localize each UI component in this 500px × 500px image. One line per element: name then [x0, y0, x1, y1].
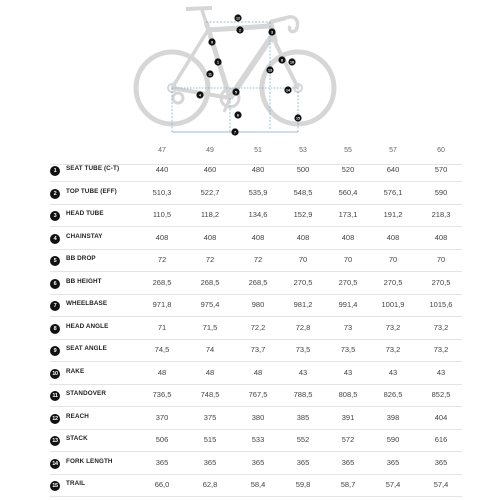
row-label: CHAINSTAY [66, 232, 103, 240]
table-cell: 365 [203, 457, 217, 467]
table-row [50, 453, 462, 475]
table-cell: 70 [436, 255, 446, 264]
table-cell: 191,2 [383, 210, 403, 219]
marker-number: 13 [268, 68, 272, 73]
table-cell: 73,2 [433, 345, 449, 354]
table-cell: 408 [296, 232, 310, 242]
diagram-marker [234, 111, 241, 118]
table-cell: 59,8 [295, 480, 311, 489]
table-cell: 975,4 [200, 300, 220, 309]
marker-number: 9 [211, 40, 213, 45]
row-number-badge: 4 [50, 234, 60, 244]
table-row [50, 228, 462, 250]
seatpost [202, 10, 206, 22]
size-header-cell: 60 [437, 147, 445, 154]
size-header-cell: 55 [344, 147, 352, 154]
table-cell: 218,3 [431, 210, 451, 219]
bike-illustration [136, 8, 334, 124]
table-cell: 152,9 [293, 210, 313, 219]
row-label: REACH [66, 412, 89, 420]
marker-number: 7 [234, 130, 236, 135]
diagram-marker [268, 28, 275, 35]
table-cell: 616 [434, 435, 448, 444]
row-number-badge: 8 [50, 324, 60, 334]
table-row [50, 183, 462, 205]
table-cell: 73,5 [340, 345, 356, 354]
table-cell: 971,8 [152, 300, 172, 309]
marker-number: 1 [217, 60, 219, 65]
table-cell: 57,4 [385, 480, 401, 489]
table-cell: 852,5 [431, 390, 451, 399]
table-cell: 72 [157, 255, 167, 264]
diagram-marker [284, 86, 291, 93]
table-row [50, 408, 462, 430]
diagram-marker [231, 128, 238, 135]
table-cell: 72,8 [295, 322, 311, 332]
table-cell: 73,2 [433, 322, 449, 332]
table-cell: 270,5 [293, 277, 313, 287]
stem [270, 18, 286, 22]
table-cell: 72 [205, 255, 215, 264]
size-header-cell: 51 [254, 147, 262, 154]
table-row [50, 475, 462, 497]
row-number-badge: 11 [50, 391, 60, 401]
size-header-cell: 49 [206, 147, 214, 154]
table-cell: 74,5 [154, 345, 170, 354]
table-cell: 826,5 [383, 390, 403, 399]
row-label: BB DROP [66, 255, 96, 262]
table-cell: 43 [343, 367, 353, 377]
marker-number: 15 [296, 116, 300, 121]
table-cell: 70 [388, 255, 398, 264]
marker-number: 2 [239, 28, 241, 33]
diagram-marker [266, 66, 273, 73]
table-cell: 73,5 [295, 345, 311, 354]
table-cell: 365 [296, 457, 310, 467]
table-cell: 71,5 [202, 322, 218, 332]
table-cell: 506 [155, 435, 169, 444]
table-cell: 640 [386, 165, 400, 174]
table-cell: 590 [386, 435, 400, 444]
row-label: TOP TUBE (EFF) [66, 187, 117, 195]
table-cell: 408 [434, 232, 448, 242]
table-row [50, 295, 462, 317]
table-cell: 73,7 [250, 345, 266, 354]
table-cell: 510,3 [152, 187, 172, 197]
size-header-cell: 57 [389, 147, 397, 154]
marker-number: 11 [208, 72, 212, 77]
marker-number: 14 [286, 88, 290, 93]
diagram-marker [234, 14, 241, 21]
table-cell: 268,5 [248, 277, 268, 287]
row-number-badge: 12 [50, 414, 60, 424]
row-number-badge: 15 [50, 481, 60, 491]
table-cell: 70 [298, 255, 308, 264]
row-number-badge: 10 [50, 369, 60, 379]
table-cell: 62,8 [202, 480, 218, 489]
size-header-cell: 53 [299, 147, 307, 154]
table-cell: 118,2 [200, 210, 220, 219]
table-cell: 58,4 [250, 480, 266, 489]
row-label: FORK LENGTH [66, 457, 113, 465]
table-cell: 173,1 [338, 210, 358, 219]
table-row [50, 273, 462, 295]
row-number-badge: 7 [50, 301, 60, 311]
row-number-badge: 3 [50, 211, 60, 221]
row-label: HEAD ANGLE [66, 322, 109, 330]
table-cell: 788,5 [293, 390, 313, 399]
table-cell: 43 [436, 367, 446, 377]
table-cell: 391 [341, 412, 355, 422]
table-row [50, 160, 462, 182]
diagram-marker [206, 70, 213, 77]
table-cell: 48 [157, 367, 167, 377]
table-cell: 43 [388, 367, 398, 377]
table-cell: 365 [155, 457, 169, 467]
table-cell: 268,5 [152, 277, 172, 287]
table-cell: 73 [343, 322, 353, 332]
table-cell: 375 [203, 412, 217, 422]
table-row [50, 318, 462, 340]
row-label: SEAT ANGLE [66, 345, 107, 352]
table-cell: 48 [205, 367, 215, 377]
seatstay [172, 30, 208, 88]
table-row [50, 340, 462, 362]
table-cell: 572 [341, 435, 355, 444]
diagram-marker [208, 38, 215, 45]
table-cell: 72,2 [250, 322, 266, 332]
table-cell: 500 [296, 165, 310, 174]
table-cell: 72 [253, 255, 263, 264]
table-cell: 380 [251, 412, 265, 422]
marker-number: 10 [290, 60, 294, 65]
table-cell: 548,5 [293, 187, 313, 197]
table-cell: 408 [155, 232, 169, 242]
table-cell: 1015,6 [429, 300, 453, 309]
row-label: STACK [66, 435, 88, 442]
table-cell: 535,9 [248, 187, 268, 197]
table-cell: 268,5 [200, 277, 220, 287]
table-cell: 576,1 [383, 187, 403, 197]
table-cell: 533 [251, 435, 265, 444]
handlebar [286, 17, 298, 32]
rear-derailleur [173, 93, 183, 103]
table-cell: 73,2 [385, 345, 401, 354]
table-cell: 58,7 [340, 480, 356, 489]
table-cell: 66,0 [154, 480, 170, 489]
size-header-cell: 47 [158, 147, 166, 154]
bike-geometry-diagram [120, 0, 380, 140]
saddle [186, 8, 212, 9]
table-cell: 515 [203, 435, 217, 444]
table-row [50, 430, 462, 452]
marker-number: 8 [281, 58, 283, 63]
table-cell: 808,5 [338, 390, 358, 399]
table-cell: 398 [386, 412, 400, 422]
table-cell: 460 [203, 165, 217, 174]
table-cell: 43 [298, 367, 308, 377]
table-cell: 270,5 [383, 277, 403, 287]
table-cell: 365 [434, 457, 448, 467]
table-cell: 365 [386, 457, 400, 467]
table-cell: 70 [343, 255, 353, 264]
table-cell: 991,4 [338, 300, 358, 309]
marker-number: 4 [199, 93, 201, 98]
diagram-marker [214, 58, 221, 65]
table-cell: 590 [434, 187, 448, 197]
table-cell: 365 [251, 457, 265, 467]
table-cell: 1001,9 [381, 300, 405, 309]
table-row [50, 385, 462, 407]
row-number-badge: 1 [50, 166, 60, 176]
diagram-marker [196, 91, 203, 98]
row-number-badge: 6 [50, 279, 60, 289]
table-cell: 365 [341, 457, 355, 467]
fork [275, 42, 298, 88]
table-cell: 57,4 [433, 480, 449, 489]
row-label: STANDOVER [66, 390, 106, 397]
row-number-badge: 13 [50, 436, 60, 446]
table-cell: 408 [386, 232, 400, 242]
row-label: BB HEIGHT [66, 277, 102, 285]
table-cell: 110,5 [152, 210, 172, 219]
diagram-marker [278, 56, 285, 63]
table-cell: 552 [296, 435, 310, 444]
table-cell: 134,6 [248, 210, 268, 219]
marker-number: 5 [235, 90, 237, 95]
table-cell: 736,5 [152, 390, 172, 399]
table-cell: 48 [253, 367, 263, 377]
row-number-badge: 9 [50, 346, 60, 356]
table-cell: 440 [155, 165, 169, 174]
row-number-badge: 5 [50, 256, 60, 266]
diagram-marker [232, 88, 239, 95]
table-cell: 73,2 [385, 322, 401, 332]
table-cell: 520 [341, 165, 355, 174]
table-cell: 270,5 [431, 277, 451, 287]
row-label: HEAD TUBE [66, 210, 104, 217]
row-number-badge: 2 [50, 189, 60, 199]
row-label: SEAT TUBE (C-T) [66, 165, 120, 172]
table-cell: 480 [251, 165, 265, 174]
diagram-marker [294, 114, 301, 121]
table-cell: 270,5 [338, 277, 358, 287]
table-cell: 370 [155, 412, 169, 422]
table-cell: 404 [434, 412, 448, 422]
marker-number: 6 [237, 113, 239, 118]
diagram-marker [288, 58, 295, 65]
marker-number: 12 [236, 16, 240, 21]
table-cell: 980 [251, 300, 265, 309]
table-cell: 74 [205, 345, 215, 354]
table-cell: 981,2 [293, 300, 313, 309]
table-row [50, 363, 462, 385]
table-cell: 71 [157, 322, 167, 332]
table-cell: 408 [251, 232, 265, 242]
row-label: WHEELBASE [66, 300, 108, 307]
table-cell: 767,5 [248, 390, 268, 399]
row-label: TRAIL [66, 480, 86, 487]
table-cell: 560,4 [338, 187, 358, 197]
table-cell: 570 [434, 165, 448, 174]
table-row [50, 250, 462, 272]
table-cell: 408 [341, 232, 355, 242]
marker-number: 3 [271, 30, 273, 35]
row-number-badge: 14 [50, 459, 60, 469]
row-label: RAKE [66, 367, 85, 375]
table-cell: 522,7 [200, 187, 220, 197]
diagram-marker [236, 26, 243, 33]
table-cell: 748,5 [200, 390, 220, 399]
table-cell: 408 [203, 232, 217, 242]
table-row [50, 205, 462, 227]
table-cell: 385 [296, 412, 310, 422]
row-divider [50, 496, 462, 497]
